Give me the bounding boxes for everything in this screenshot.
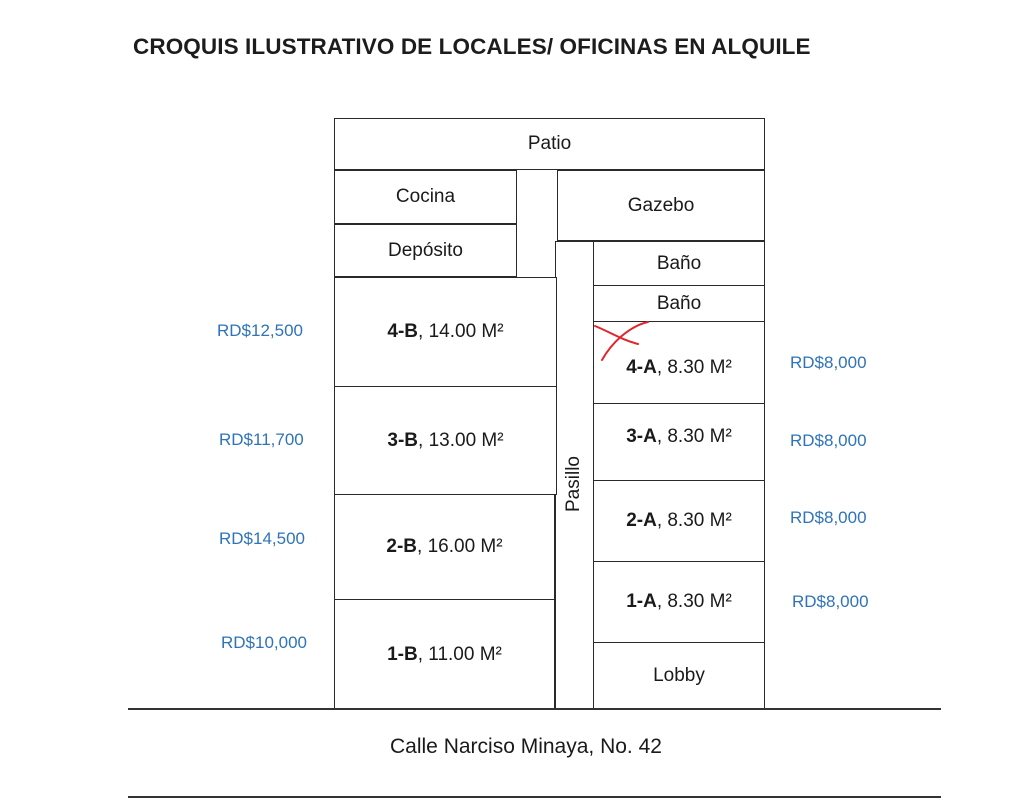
room-gazebo xyxy=(557,170,765,241)
price-2a: RD$8,000 xyxy=(790,508,867,527)
unit-2b-code: 2-B xyxy=(386,536,418,557)
unit-1b-label xyxy=(387,644,502,666)
unit-2b-area: , 16.00 M² xyxy=(417,536,503,557)
room-bano-2 xyxy=(593,285,765,322)
room-cocina-label: Cocina xyxy=(395,186,456,207)
unit-4a-code: 4-A xyxy=(626,356,657,378)
page-title: CROQUIS ILUSTRATIVO DE LOCALES/ OFICINAS EN ALQUILE xyxy=(133,34,811,59)
room-bano-2-label: Baño xyxy=(656,292,702,314)
unit-2a-code: 2-A xyxy=(626,510,657,531)
unit-4b-code: 4-B xyxy=(387,321,419,342)
street-label: Calle Narciso Minaya, No. 42 xyxy=(390,735,662,758)
unit-1a-area: , 8.30 M² xyxy=(656,591,732,612)
unit-3b-code: 3-B xyxy=(387,429,419,451)
street-line-bottom xyxy=(128,796,941,798)
unit-3b-area: , 13.00 M² xyxy=(418,429,504,451)
unit-3a-label xyxy=(626,426,732,448)
price-3a: RD$8,000 xyxy=(790,431,867,450)
room-lobby xyxy=(593,642,765,710)
room-deposito xyxy=(334,224,517,277)
room-bano-1 xyxy=(593,241,765,286)
unit-2b xyxy=(334,494,555,600)
unit-4b-area: , 14.00 M² xyxy=(418,321,504,342)
unit-2a-label xyxy=(626,510,732,532)
unit-1a-code: 1-A xyxy=(626,591,657,612)
room-patio-label: Patio xyxy=(527,133,572,154)
unit-3b xyxy=(334,386,557,495)
unit-3b-label xyxy=(387,430,503,452)
room-cocina xyxy=(334,170,517,224)
unit-3a-code: 3-A xyxy=(626,426,657,447)
room-lobby-label: Lobby xyxy=(653,665,705,686)
unit-3a xyxy=(593,403,765,481)
unit-4b xyxy=(334,277,557,387)
unit-1b-code: 1-B xyxy=(387,643,418,665)
unit-3a-area: , 8.30 M² xyxy=(656,426,732,447)
unit-2a xyxy=(593,480,765,562)
price-4a: RD$8,000 xyxy=(790,353,867,372)
room-gazebo-label: Gazebo xyxy=(627,194,695,216)
unit-4a-area: , 8.30 M² xyxy=(656,356,732,378)
price-3b: RD$11,700 xyxy=(219,430,304,449)
price-1a: RD$8,000 xyxy=(792,592,869,611)
room-pasillo-label: Pasillo xyxy=(563,456,584,512)
room-bano-1-label: Baño xyxy=(656,252,702,274)
unit-1a-label xyxy=(626,591,732,613)
unit-1b xyxy=(334,599,555,710)
unit-1a xyxy=(593,561,765,643)
street-line-top xyxy=(128,708,941,710)
price-4b: RD$12,500 xyxy=(217,321,304,340)
room-patio xyxy=(334,118,765,170)
unit-2b-label xyxy=(386,536,502,558)
room-deposito-label: Depósito xyxy=(388,239,463,261)
unit-2a-area: , 8.30 M² xyxy=(656,510,732,531)
unit-1b-area: , 11.00 M² xyxy=(417,643,502,665)
red-x-mark-icon xyxy=(590,318,654,366)
price-1b: RD$10,000 xyxy=(221,633,308,652)
price-2b: RD$14,500 xyxy=(219,529,306,548)
unit-4b-label xyxy=(387,321,503,343)
